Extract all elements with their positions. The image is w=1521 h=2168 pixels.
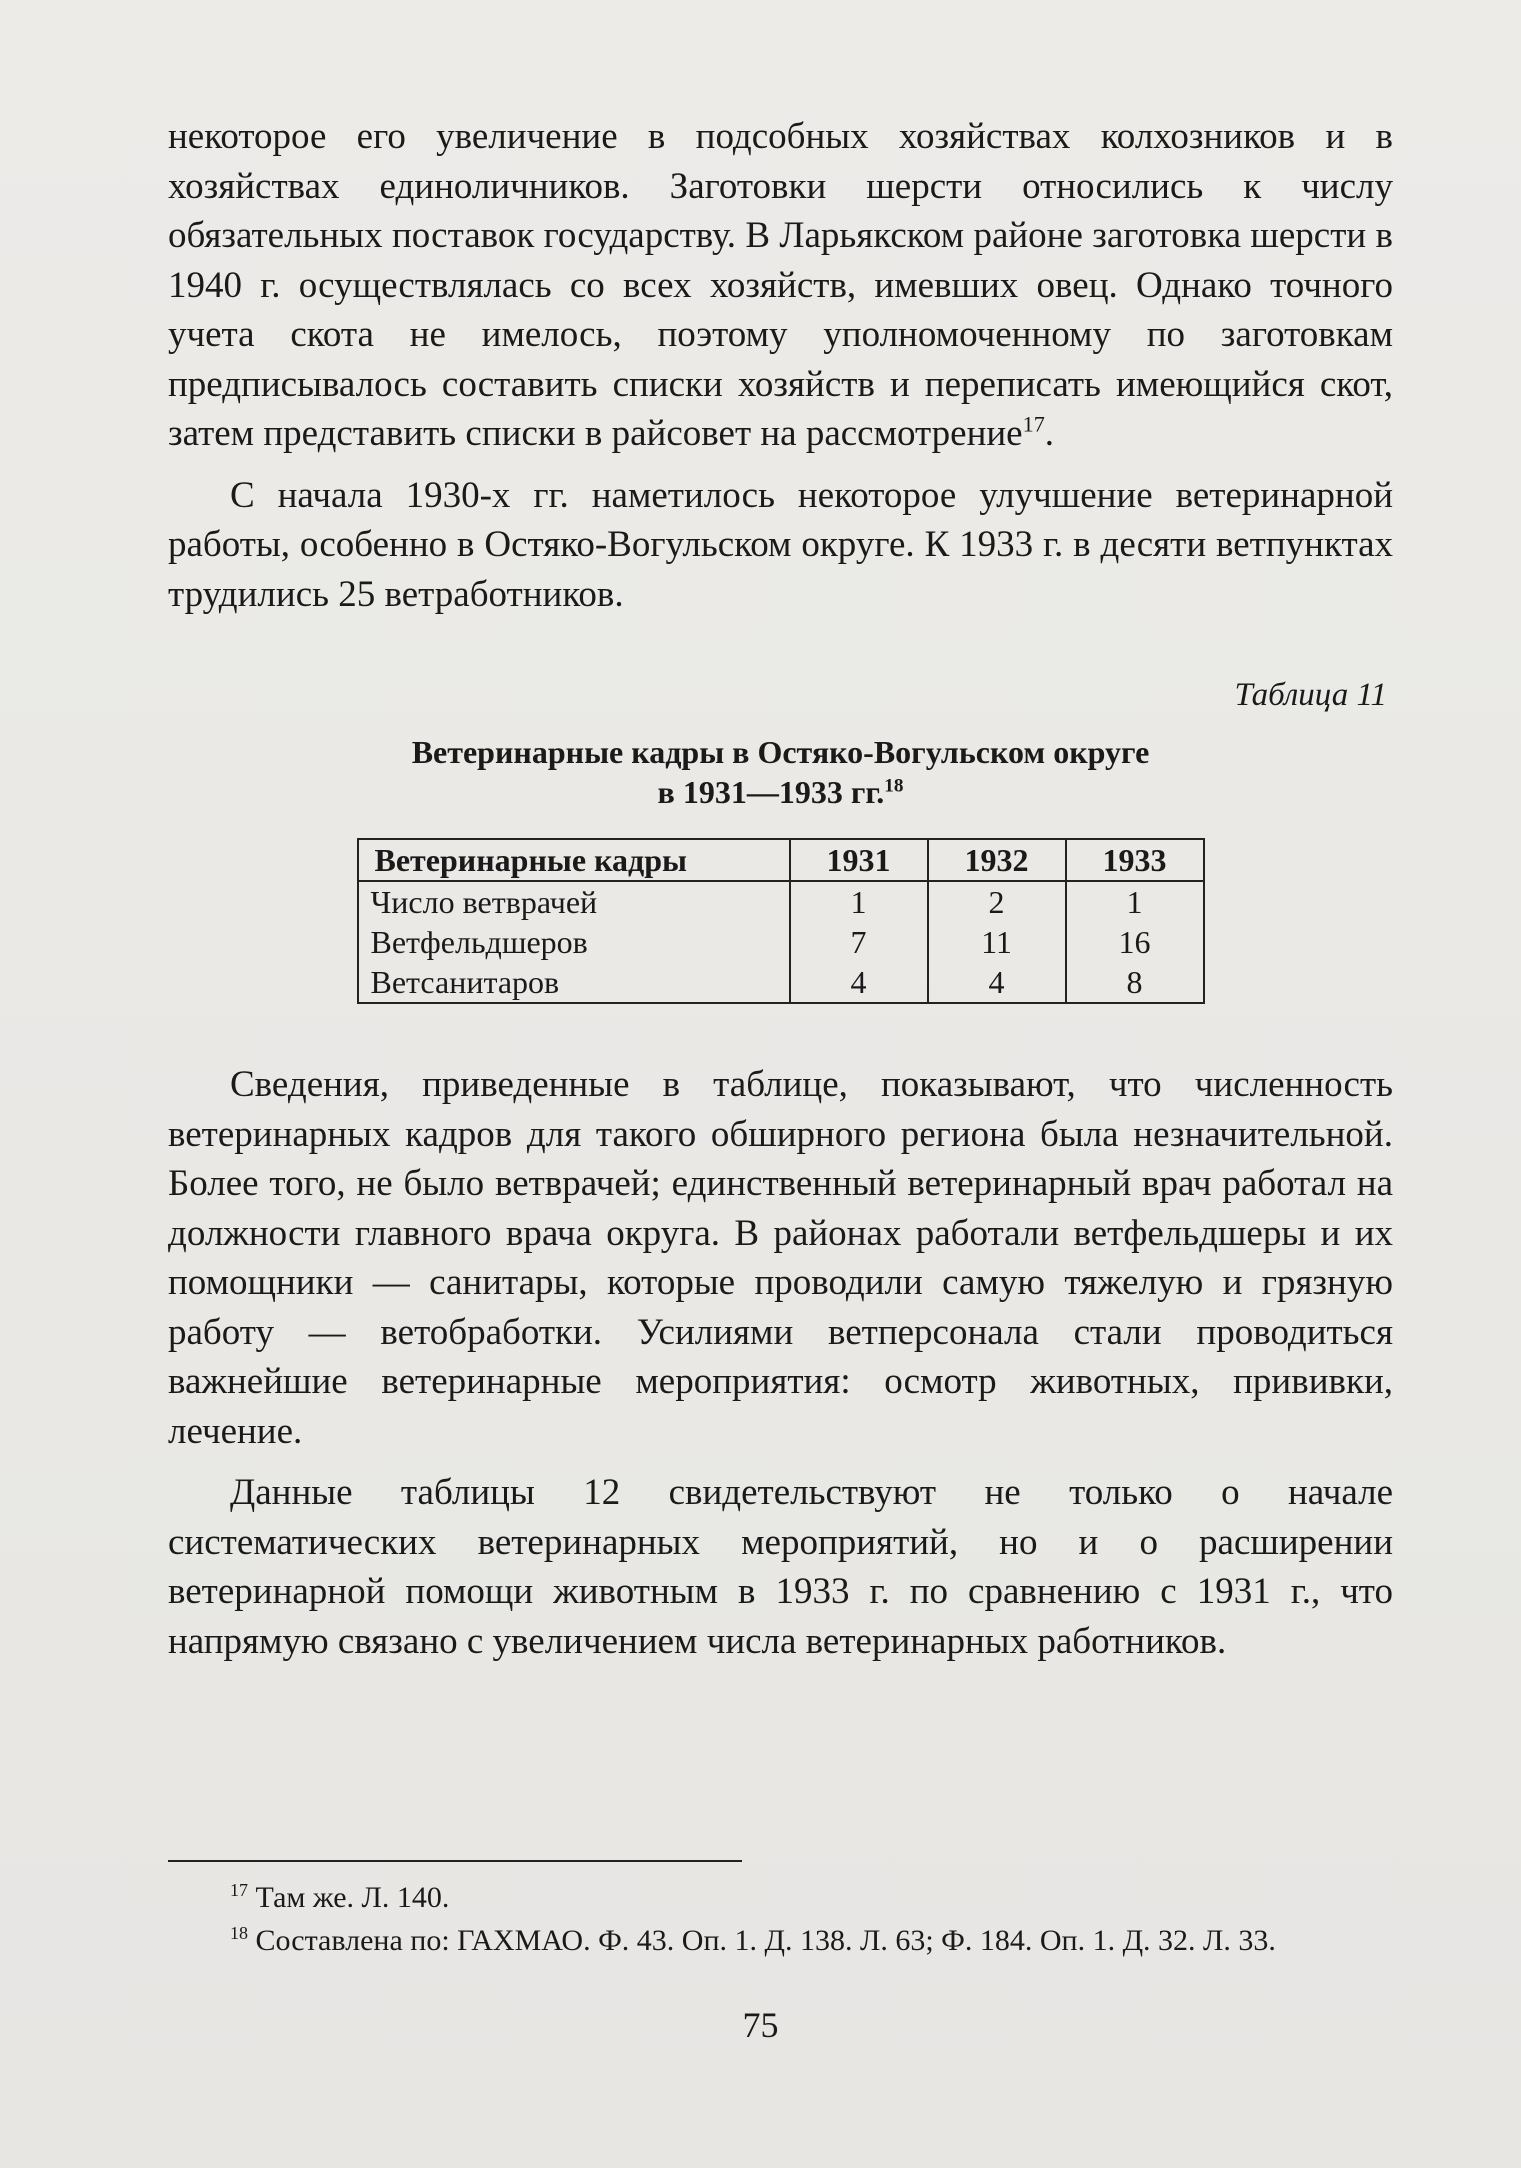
veterinary-staff-table: [357, 838, 1205, 1004]
table-cell: 16: [1066, 922, 1204, 962]
paragraph-1-end: .: [1044, 413, 1055, 454]
table-cell: 2: [928, 881, 1066, 922]
footnotes: [168, 1876, 1393, 1962]
table-title-line-2: [168, 772, 1393, 812]
footnote-18-text: Составлена по: ГАХМАО. Ф. 43. Оп. 1. Д. 138. Л. 63; Ф. 184. Оп. 1. Д. 32. Л. 33.: [255, 1924, 1276, 1957]
row-label: Ветфельдшеров: [358, 922, 790, 962]
footnote-17-text: Там же. Л. 140.: [255, 1881, 450, 1914]
paragraph-2: С начала 1930-х гг. наметилось некоторое улучшение ветеринарной работы, особенно в Остяко-Вогульском округе. К 1933 г. в десяти ветпунктах трудились 25 ветработников.: [168, 474, 1393, 615]
paragraph-1-text: некоторое его увеличение в подсобных хозяйствах колхозников и в хозяйствах единоличников. Заготовки шерсти относились к числу обязательных поставок государству. В Ларьякском районе заготовка шерсти в 1940 г. осуществлялась со всех хозяйств, имевших овец. Однако точного учета скота не имелось, поэтому уполномоченному по заготовкам предписывалось составить списки хозяйств и переписать имеющийся скот, затем представить списки в райсовет на рассмотрение: [168, 116, 1393, 454]
row-label: Число ветврачей: [358, 881, 790, 922]
table-title-line-1: Ветеринарные кадры в Остяко-Вогульском округе: [411, 734, 1150, 770]
row-label: Ветсанитаров: [358, 962, 790, 1003]
table-cell: 7: [790, 922, 928, 962]
footnote-18-number: 18: [230, 1923, 248, 1943]
footnote-ref-18: 18: [884, 775, 904, 797]
table-cell: 4: [928, 962, 1066, 1003]
paragraph-4: Данные таблицы 12 свидетельствуют не только о начале систематических ветеринарных мероприятий, но и о расширении ветеринарной помощи животным в 1933 г. по сравнению с 1931 г., что напрямую связано с увеличением числа ветеринарных работников.: [168, 1472, 1393, 1662]
paragraph-3: Сведения, приведенные в таблице, показывают, что численность ветеринарных кадров для такого обширного региона была незначительной. Более того, не было ветврачей; единственный ветеринарный врач работал на должности главного врача округа. В районах работали ветфельдшеры и их помощники — санитары, которые проводили самую тяжелую и грязную работу — ветобработки. Усилиями ветперсонала стали проводиться важнейшие ветеринарные мероприятия: осмотр животных, прививки, лечение.: [168, 1064, 1393, 1452]
table-title: [168, 732, 1393, 812]
header-cell-staff: Ветеринарные кадры: [358, 839, 790, 881]
table-cell: 1: [790, 881, 928, 922]
header-cell-1932: 1932: [928, 839, 1066, 881]
table-cell: 8: [1066, 962, 1204, 1003]
page-content: [168, 112, 1393, 1666]
paragraph-1: [168, 112, 1393, 459]
table-label: Таблица 11: [1234, 677, 1387, 713]
table-title-line-2-text: в 1931—1933 гг.: [657, 774, 885, 810]
table-header-row: [358, 839, 1204, 881]
table-cell: 11: [928, 922, 1066, 962]
footnote-ref-17: 17: [1022, 411, 1045, 437]
footnote-17: [168, 1876, 1393, 1919]
table-row: [358, 962, 1204, 1003]
footnote-divider: [168, 1860, 742, 1862]
page-number: 75: [742, 2005, 779, 2045]
header-cell-1933: 1933: [1066, 839, 1204, 881]
table-row: [358, 922, 1204, 962]
header-cell-1931: 1931: [790, 839, 928, 881]
table-row: [358, 881, 1204, 922]
footnote-17-number: 17: [230, 1880, 248, 1900]
footnote-18: [168, 1919, 1393, 1962]
table-cell: 1: [1066, 881, 1204, 922]
table-cell: 4: [790, 962, 928, 1003]
